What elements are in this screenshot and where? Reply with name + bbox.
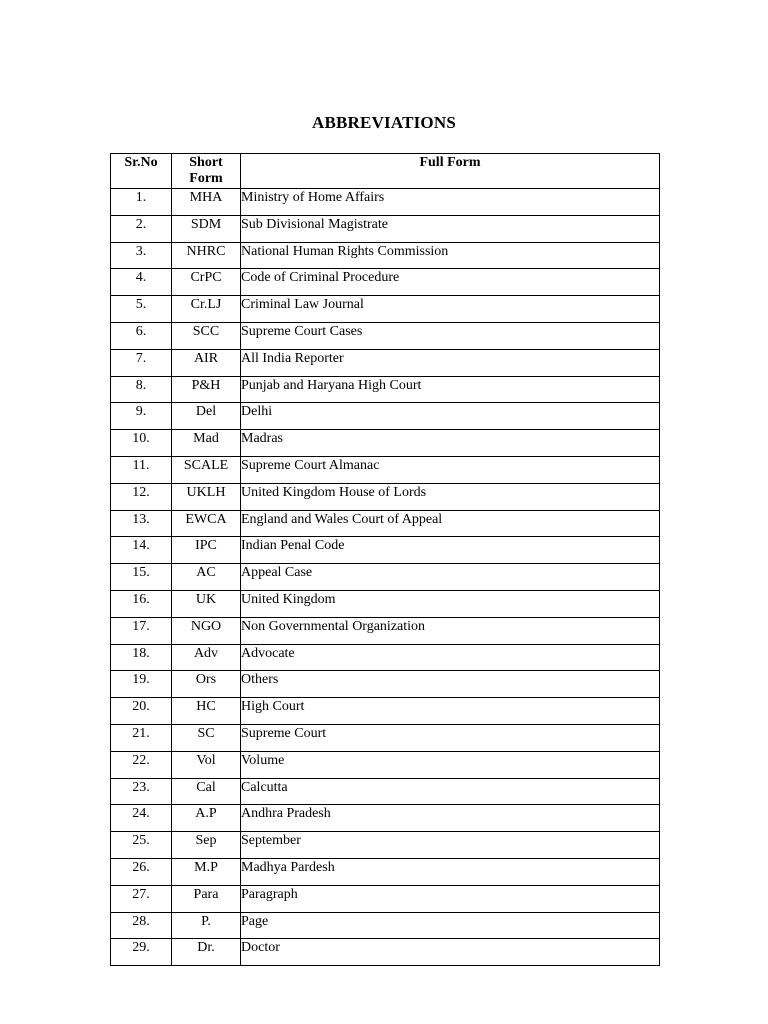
cell-sr-no: 18. <box>111 644 172 671</box>
cell-short-form: Sep <box>172 832 241 859</box>
cell-short-form: Vol <box>172 751 241 778</box>
cell-sr-no: 19. <box>111 671 172 698</box>
page-title: ABBREVIATIONS <box>312 113 456 132</box>
table-row <box>111 430 660 457</box>
cell-short-form: IPC <box>172 537 241 564</box>
cell-sr-no: 6. <box>111 322 172 349</box>
cell-sr-no: 29. <box>111 939 172 966</box>
cell-sr-no: 23. <box>111 778 172 805</box>
cell-sr-no: 21. <box>111 724 172 751</box>
cell-full-form: Page <box>241 912 660 939</box>
cell-sr-no: 15. <box>111 564 172 591</box>
table-row <box>111 778 660 805</box>
header-sr-no: Sr.No <box>111 154 172 189</box>
table-row <box>111 483 660 510</box>
cell-short-form: NGO <box>172 617 241 644</box>
cell-full-form: Punjab and Haryana High Court <box>241 376 660 403</box>
cell-short-form: P&H <box>172 376 241 403</box>
cell-sr-no: 4. <box>111 269 172 296</box>
cell-short-form: Cal <box>172 778 241 805</box>
cell-sr-no: 8. <box>111 376 172 403</box>
table-row <box>111 644 660 671</box>
table-row <box>111 269 660 296</box>
cell-sr-no: 26. <box>111 858 172 885</box>
cell-full-form: Appeal Case <box>241 564 660 591</box>
cell-sr-no: 27. <box>111 885 172 912</box>
cell-full-form: Non Governmental Organization <box>241 617 660 644</box>
cell-short-form: SDM <box>172 215 241 242</box>
table-row <box>111 939 660 966</box>
table-row <box>111 832 660 859</box>
cell-full-form: United Kingdom House of Lords <box>241 483 660 510</box>
table-row <box>111 403 660 430</box>
cell-full-form: Supreme Court Almanac <box>241 456 660 483</box>
cell-full-form: Doctor <box>241 939 660 966</box>
table-row <box>111 537 660 564</box>
cell-sr-no: 2. <box>111 215 172 242</box>
cell-short-form: Ors <box>172 671 241 698</box>
table-row <box>111 671 660 698</box>
cell-sr-no: 9. <box>111 403 172 430</box>
table-row <box>111 564 660 591</box>
cell-short-form: SCALE <box>172 456 241 483</box>
table-row <box>111 456 660 483</box>
cell-short-form: UKLH <box>172 483 241 510</box>
cell-short-form: UK <box>172 590 241 617</box>
cell-full-form: National Human Rights Commission <box>241 242 660 269</box>
table-row <box>111 912 660 939</box>
table-row <box>111 376 660 403</box>
cell-full-form: Criminal Law Journal <box>241 296 660 323</box>
cell-full-form: Madras <box>241 430 660 457</box>
cell-short-form: Dr. <box>172 939 241 966</box>
cell-full-form: September <box>241 832 660 859</box>
header-row <box>111 154 660 189</box>
cell-short-form: CrPC <box>172 269 241 296</box>
cell-full-form: Advocate <box>241 644 660 671</box>
cell-full-form: Madhya Pardesh <box>241 858 660 885</box>
cell-full-form: Code of Criminal Procedure <box>241 269 660 296</box>
cell-short-form: AC <box>172 564 241 591</box>
cell-short-form: M.P <box>172 858 241 885</box>
cell-sr-no: 13. <box>111 510 172 537</box>
table-row <box>111 805 660 832</box>
cell-sr-no: 24. <box>111 805 172 832</box>
cell-sr-no: 7. <box>111 349 172 376</box>
table-row <box>111 724 660 751</box>
cell-short-form: HC <box>172 698 241 725</box>
table-row <box>111 296 660 323</box>
abbreviations-table <box>110 153 660 966</box>
cell-full-form: Delhi <box>241 403 660 430</box>
cell-short-form: SCC <box>172 322 241 349</box>
table-row <box>111 590 660 617</box>
table-row <box>111 751 660 778</box>
table-header <box>111 154 660 189</box>
header-short-form: Short Form <box>172 154 241 189</box>
cell-sr-no: 16. <box>111 590 172 617</box>
table-row <box>111 858 660 885</box>
cell-sr-no: 11. <box>111 456 172 483</box>
cell-short-form: MHA <box>172 189 241 216</box>
cell-full-form: Paragraph <box>241 885 660 912</box>
cell-short-form: Cr.LJ <box>172 296 241 323</box>
cell-full-form: Andhra Pradesh <box>241 805 660 832</box>
header-full-form: Full Form <box>241 154 660 189</box>
cell-sr-no: 22. <box>111 751 172 778</box>
cell-short-form: Del <box>172 403 241 430</box>
table-row <box>111 510 660 537</box>
cell-sr-no: 25. <box>111 832 172 859</box>
cell-full-form: High Court <box>241 698 660 725</box>
cell-short-form: A.P <box>172 805 241 832</box>
cell-full-form: Indian Penal Code <box>241 537 660 564</box>
table-row <box>111 242 660 269</box>
cell-sr-no: 1. <box>111 189 172 216</box>
cell-sr-no: 12. <box>111 483 172 510</box>
table-row <box>111 698 660 725</box>
cell-full-form: Supreme Court Cases <box>241 322 660 349</box>
cell-short-form: AIR <box>172 349 241 376</box>
cell-full-form: Calcutta <box>241 778 660 805</box>
table-row <box>111 322 660 349</box>
cell-sr-no: 3. <box>111 242 172 269</box>
cell-short-form: Para <box>172 885 241 912</box>
cell-short-form: P. <box>172 912 241 939</box>
table-body <box>111 189 660 966</box>
cell-sr-no: 14. <box>111 537 172 564</box>
cell-full-form: Ministry of Home Affairs <box>241 189 660 216</box>
cell-sr-no: 20. <box>111 698 172 725</box>
cell-full-form: Volume <box>241 751 660 778</box>
table-row <box>111 189 660 216</box>
cell-short-form: Mad <box>172 430 241 457</box>
cell-full-form: All India Reporter <box>241 349 660 376</box>
cell-short-form: SC <box>172 724 241 751</box>
cell-full-form: Others <box>241 671 660 698</box>
cell-full-form: England and Wales Court of Appeal <box>241 510 660 537</box>
cell-sr-no: 5. <box>111 296 172 323</box>
cell-short-form: Adv <box>172 644 241 671</box>
table-row <box>111 349 660 376</box>
cell-short-form: EWCA <box>172 510 241 537</box>
cell-full-form: Supreme Court <box>241 724 660 751</box>
cell-sr-no: 10. <box>111 430 172 457</box>
cell-full-form: United Kingdom <box>241 590 660 617</box>
table-row <box>111 215 660 242</box>
table-row <box>111 885 660 912</box>
cell-sr-no: 28. <box>111 912 172 939</box>
cell-short-form: NHRC <box>172 242 241 269</box>
cell-full-form: Sub Divisional Magistrate <box>241 215 660 242</box>
cell-sr-no: 17. <box>111 617 172 644</box>
table-row <box>111 617 660 644</box>
